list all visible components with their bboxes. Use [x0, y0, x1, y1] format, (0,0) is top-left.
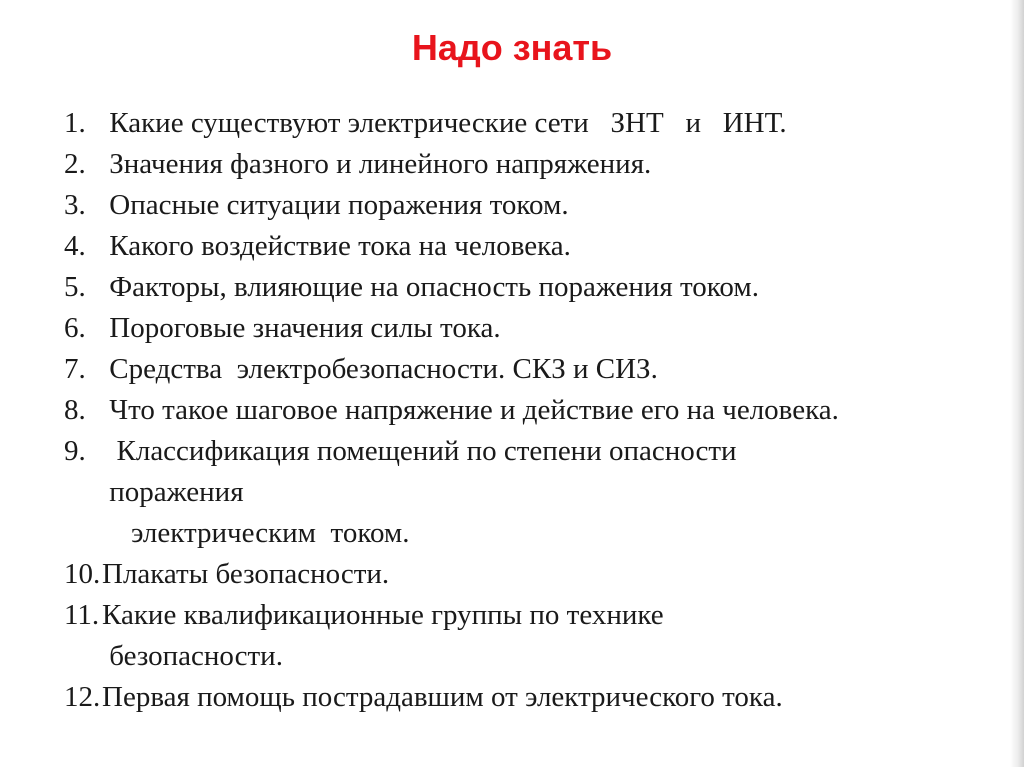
list-item-line: Классификация помещений по степени опасности: [102, 435, 737, 467]
list-item: [64, 267, 984, 308]
list-item-number: 12.: [64, 681, 101, 713]
list-item-number: 9.: [64, 435, 86, 467]
list-item-text: [102, 431, 984, 554]
list-item-text: [102, 349, 984, 390]
list-item-number: 6.: [64, 312, 86, 344]
list-item-number: 3.: [64, 189, 86, 221]
list-item: [64, 308, 984, 349]
list-item-line: поражения: [102, 476, 244, 508]
list-item-text: [102, 185, 984, 226]
page-edge-shadow: [1010, 0, 1024, 767]
list-item-text: [102, 308, 984, 349]
list-item-line: Какие квалификационные группы по технике: [102, 599, 664, 631]
list-item-text: [102, 144, 984, 185]
list-item-number: 2.: [64, 148, 86, 180]
topics-list: [64, 103, 984, 718]
list-item-text: [102, 595, 984, 677]
list-item-number: 10.: [64, 558, 101, 590]
list-item: [64, 349, 984, 390]
list-item-number: 1.: [64, 107, 86, 139]
list-item: [64, 554, 984, 595]
list-item-line: Какого воздействие тока на человека.: [102, 230, 571, 262]
list-item: [64, 390, 984, 431]
list-item-line: электрическим током.: [102, 517, 410, 549]
list-item-text: [102, 390, 984, 431]
list-item: [64, 677, 984, 718]
list-item-line: Что такое шаговое напряжение и действие его на человека.: [102, 394, 839, 426]
list-item-line: Значения фазного и линейного напряжения.: [102, 148, 652, 180]
list-item-text: [102, 103, 984, 144]
list-item-line: Средства электробезопасности. СКЗ и СИЗ.: [102, 353, 658, 385]
list-item-text: [102, 677, 984, 718]
list-item-number: 4.: [64, 230, 86, 262]
list-item-line: Пороговые значения силы тока.: [102, 312, 501, 344]
list-item-text: [102, 226, 984, 267]
list-item-text: [102, 267, 984, 308]
list-item: [64, 595, 984, 677]
list-item: [64, 226, 984, 267]
list-item: [64, 144, 984, 185]
list-item-line: Первая помощь пострадавшим от электрического тока.: [102, 681, 783, 713]
list-item: [64, 185, 984, 226]
list-item-line: Факторы, влияющие на опасность поражения током.: [102, 271, 759, 303]
list-item-line: Опасные ситуации поражения током.: [102, 189, 569, 221]
list-item-text: [102, 554, 984, 595]
list-item: [64, 103, 984, 144]
list-item-line: безопасности.: [102, 640, 283, 672]
list-item-number: 8.: [64, 394, 86, 426]
list-item-line: Плакаты безопасности.: [102, 558, 390, 590]
list-item: [64, 431, 984, 554]
list-item-number: 11.: [64, 599, 100, 631]
list-item-number: 7.: [64, 353, 86, 385]
slide-title: Надо знать: [411, 27, 613, 68]
list-item-number: 5.: [64, 271, 86, 303]
list-item-line: Какие существуют электрические сети ЗНТ и ИНТ.: [102, 107, 787, 139]
